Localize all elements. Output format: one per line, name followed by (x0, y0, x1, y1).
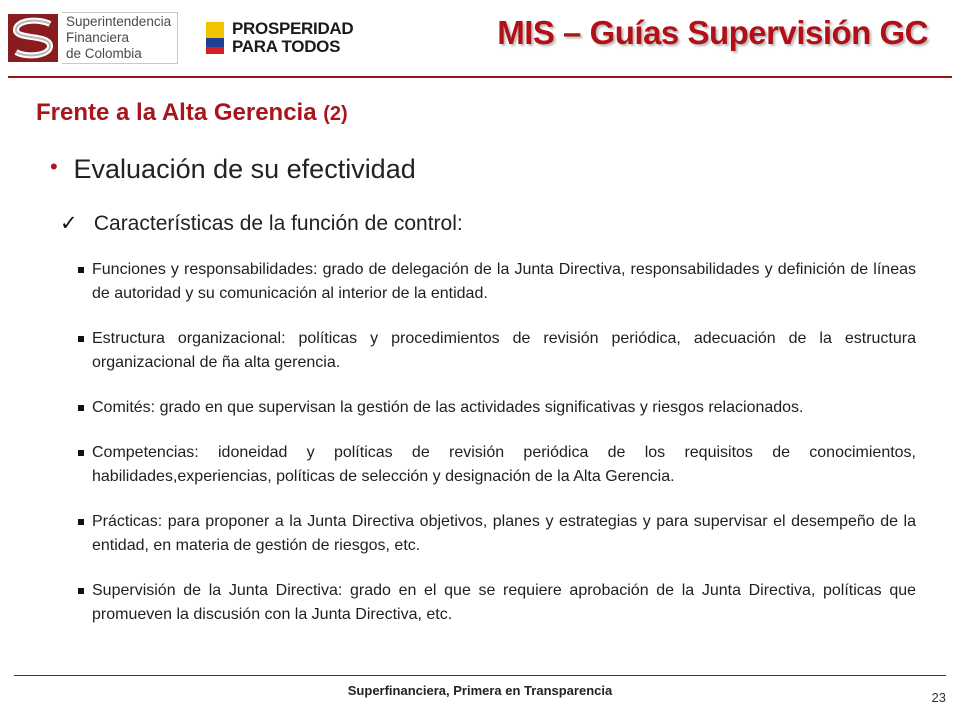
page-number: 23 (931, 690, 946, 705)
item-text: grado en el que se requiere aprobación de la Junta Directiva, políticas que promueven la discusión con la Junta Directiva, etc. (92, 582, 917, 623)
list-item (78, 258, 916, 306)
section-title (36, 99, 348, 127)
colombia-flag-icon (202, 20, 228, 56)
checkmark-icon: ✓ (60, 212, 78, 235)
section-number: (2) (323, 103, 348, 125)
footer-tagline: Superfinanciera, Primera en Transparencia (347, 683, 613, 698)
prosperidad-logo (202, 18, 362, 60)
item-text: para proponer a la Junta Directiva objetivos, planes y estrategias y para supervisar el desempeño de la entidad, en materia de gestión de riesgos, etc. (92, 513, 916, 554)
item-text: grado en que supervisan la gestión de las actividades significativas y riesgos relacionados. (155, 399, 804, 416)
prosperidad-logo-text (232, 20, 353, 56)
square-bullet-icon (78, 336, 84, 342)
list-item (78, 441, 916, 489)
section-title-text: Frente a la Alta Gerencia (36, 99, 317, 126)
square-bullet-icon (78, 588, 84, 594)
item-text: grado de delegación de la Junta Directiva, responsabilidades y definición de líneas de autoridad y su comunicación al interior de la entidad. (92, 261, 916, 302)
square-bullet-icon (78, 405, 84, 411)
item-lead: Comités: (92, 399, 156, 416)
bullet-level2 (60, 211, 463, 236)
bullet-level1-text: Evaluación de su efectividad (73, 154, 416, 184)
logo-line: Superintendencia (66, 14, 172, 29)
square-bullet-icon (78, 267, 84, 273)
superfinanciera-logo (8, 10, 178, 66)
control-characteristics-list (78, 258, 916, 648)
item-lead: Supervisión de la Junta Directiva: (92, 582, 343, 599)
list-item (78, 510, 916, 558)
square-bullet-icon (78, 450, 84, 456)
superfinanciera-mark-icon (8, 14, 58, 62)
item-lead: Funciones y responsabilidades: (92, 261, 318, 278)
item-text: políticas y procedimientos de revisión periódica, adecuación de la estructura organizacional de ña alta gerencia. (92, 330, 917, 371)
footer-divider (14, 675, 946, 676)
logo-line: de Colombia (66, 46, 142, 61)
deck-title: MIS – Guías Supervisión GC (497, 14, 928, 51)
logo-line: PARA TODOS (232, 37, 341, 56)
square-bullet-icon (78, 519, 84, 525)
bullet-level2-text: Características de la función de control: (93, 212, 463, 235)
item-text: idoneidad y políticas de revisión periódica de los requisitos de conocimientos, habilidades,experiencias, políticas de selección y designación de la Alta Gerencia. (92, 444, 916, 485)
item-lead: Competencias: (92, 444, 199, 461)
item-lead: Prácticas: (92, 513, 163, 530)
header-divider (8, 76, 952, 78)
list-item (78, 327, 916, 375)
superfinanciera-logo-text (66, 14, 171, 62)
item-lead: Estructura organizacional: (92, 330, 286, 347)
list-item (78, 396, 916, 420)
logo-line: Financiera (66, 30, 130, 45)
logo-line: PROSPERIDAD (232, 19, 354, 38)
list-item (78, 579, 916, 627)
bullet-level1 (50, 154, 416, 185)
bullet-dot-icon: • (50, 154, 58, 179)
